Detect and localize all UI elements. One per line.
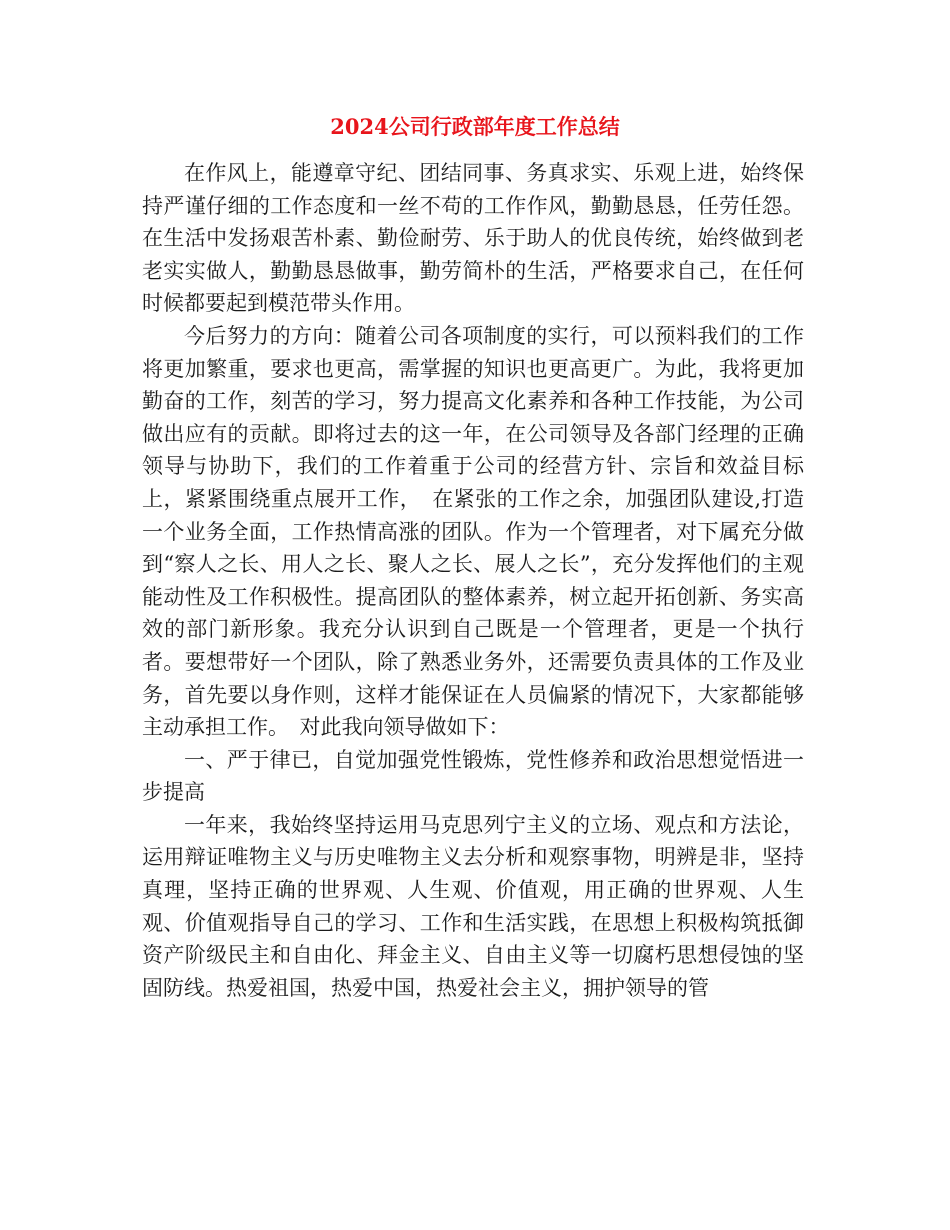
document-title: 2024公司行政部年度工作总结 [330,114,620,139]
paragraph-future-direction: 今后努力的方向：随着公司各项制度的实行，可以预料我们的工作将更加繁重，要求也更高，需掌握的知识也更高更广。为此，我将更加勤奋的工作，刻苦的学习，努力提高文化素养和各种工作技能，为公司做出应有的贡献。即将过去的这一年，在公司领导及各部门经理的正确领导与协助下，我们的工作着重于公司的经营方针、宗旨和效益目标上，紧紧围绕重点展开工作， 在紧张的工作之余，加强团队建设,打造一个业务全面，工作热情高涨的团队。作为一个管理者，对下属充分做到“察人之长、用人之长、聚人之长、展人之长”，充分发挥他们的主观能动性及工作积极性。提高团队的整体素养，树立起开拓创新、务实高效的部门新形象。我充分认识到自己既是一个管理者，更是一个执行者。要想带好一个团队，除了熟悉业务外，还需要负责具体的工作及业务，首先要以身作则，这样才能保证在人员偏紧的情况下，大家都能够主动承担工作。 对此我向领导做如下： [142,323,804,740]
section-heading-self-discipline: 一、严于律已，自觉加强党性锻炼，党性修养和政治思想觉悟进一步提高 [142,747,804,805]
document-body [142,157,804,1004]
paragraph-political-thought: 一年来，我始终坚持运用马克思列宁主义的立场、观点和方法论，运用辩证唯物主义与历史唯物主义去分析和观察事物，明辨是非，坚持真理，坚持正确的世界观、人生观、价值观，用正确的世界观、人生观、价值观指导自己的学习、工作和生活实践，在思想上积极构筑抵御资产阶级民主和自由化、拜金主义、自由主义等一切腐朽思想侵蚀的坚固防线。热爱祖国，热爱中国，热爱社会主义，拥护领导的管 [142,812,804,1000]
paragraph-work-style: 在作风上，能遵章守纪、团结同事、务真求实、乐观上进，始终保持严谨仔细的工作态度和一丝不苟的工作作风，勤勤恳恳，任劳任怨。在生活中发扬艰苦朴素、勤俭耐劳、乐于助人的优良传统，始终做到老老实实做人，勤勤恳恳做事，勤劳简朴的生活，严格要求自己，在任何时候都要起到模范带头作用。 [142,161,804,316]
